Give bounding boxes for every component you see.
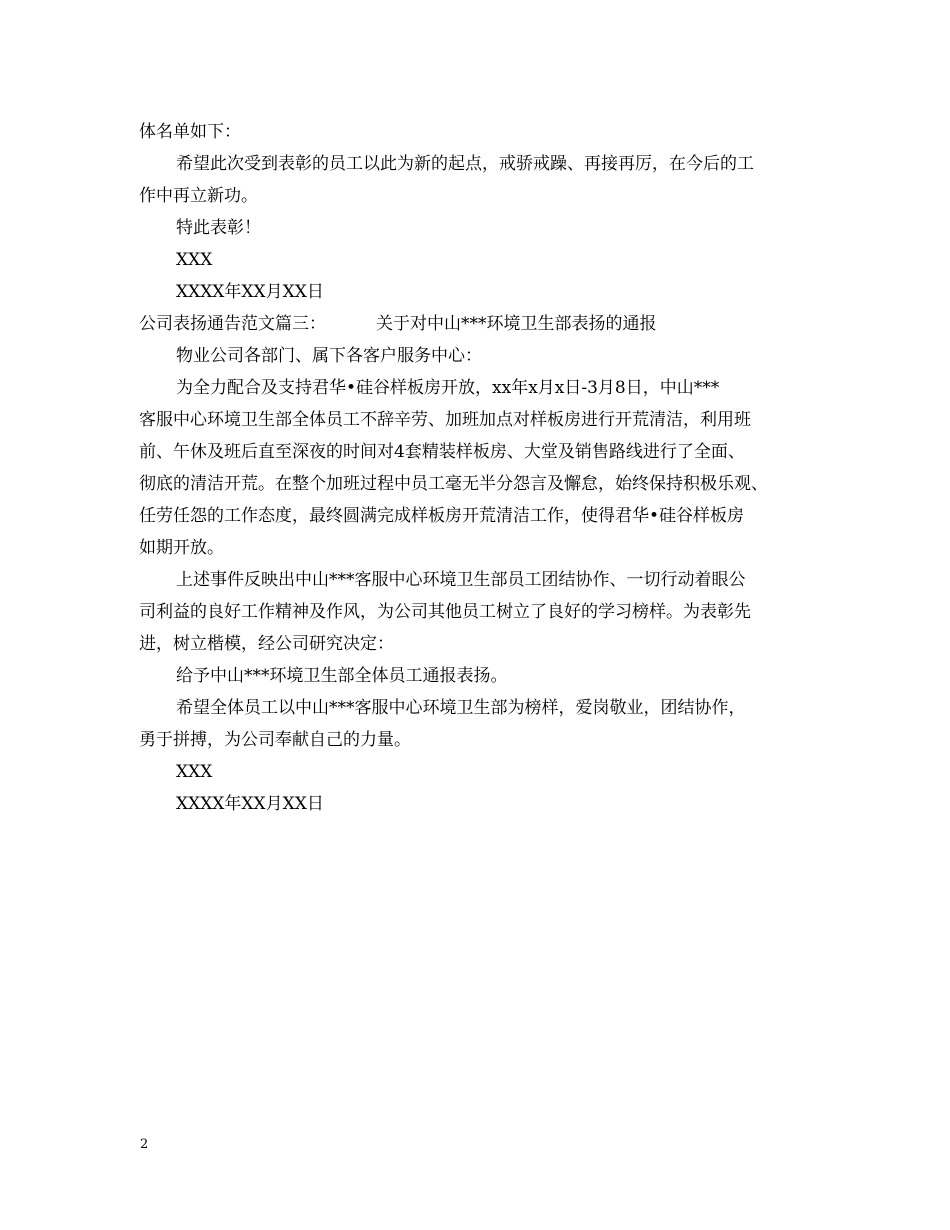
body-paragraph-line: 客服中心环境卫生部全体员工不辞辛劳、加班加点对样板房进行开荒清洁，利用班 [139,410,751,430]
section-heading [139,308,829,340]
body-paragraph-line: 任劳任怨的工作态度，最终圆满完成样板房开荒清洁工作，使得君华•硅谷样板房 [139,506,745,526]
date-line: XXXX年XX月XX日 [176,794,324,814]
signature: XXX [176,762,213,782]
section-label: 公司表扬通告范文篇三： [139,314,326,334]
decision-line: 给予中山***环境卫生部全体员工通报表扬。 [176,666,508,686]
hope-paragraph-line: 勇于拼搏，为公司奉献自己的力量。 [139,730,411,750]
body-paragraph-line: 为全力配合及支持君华•硅谷样板房开放，xx年x月x日-3月8日，中山*** [176,378,720,398]
hope-paragraph-line: 希望此次受到表彰的员工以此为新的起点，戒骄戒躁、再接再厉，在今后的工 [176,154,754,174]
body-paragraph-line: 司利益的良好工作精神及作风，为公司其他员工树立了良好的学习榜样。为表彰先 [139,602,751,622]
salutation: 物业公司各部门、属下各客户服务中心： [176,346,482,366]
section-subtitle: 关于对中山***环境卫生部表扬的通报 [376,314,657,334]
body-paragraph-line: 如期开放。 [139,538,224,558]
hope-paragraph-line: 作中再立新功。 [139,186,258,206]
document-body [139,116,829,820]
body-paragraph-line: 上述事件反映出中山***客服中心环境卫生部员工团结协作、一切行动着眼公 [176,570,746,590]
signature: XXX [176,250,213,270]
page-number: 2 [140,1137,149,1152]
intro-line: 体名单如下： [139,122,241,142]
commendation-line: 特此表彰！ [176,218,261,238]
body-paragraph-line: 进，树立楷模，经公司研究决定： [139,634,394,654]
date-line: XXXX年XX月XX日 [176,282,324,302]
hope-paragraph-line: 希望全体员工以中山***客服中心环境卫生部为榜样，爱岗敬业，团结协作， [176,698,746,718]
body-paragraph-line: 前、午休及班后直至深夜的时间对4套精装样板房、大堂及销售路线进行了全面、 [139,442,745,462]
body-paragraph-line: 彻底的清洁开荒。在整个加班过程中员工毫无半分怨言及懈怠，始终保持积极乐观、 [139,474,768,494]
